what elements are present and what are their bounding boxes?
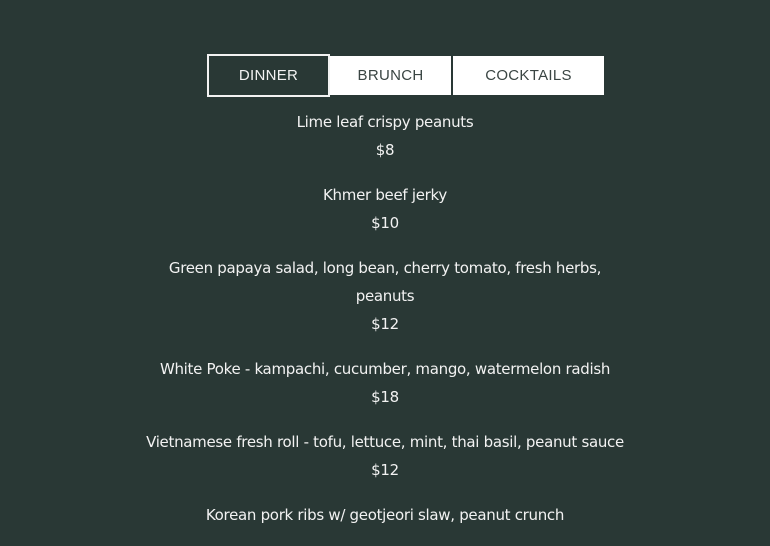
menu-item-name: Lime leaf crispy peanuts [296, 113, 474, 131]
menu-item-price: $12 [371, 315, 399, 333]
menu-item-price: $8 [375, 141, 395, 159]
menu-item-name: White Poke - kampachi, cucumber, mango, watermelon radish [159, 360, 611, 378]
menu-item [145, 355, 625, 411]
tab-brunch[interactable]: BRUNCH [330, 56, 451, 95]
menu-list [145, 108, 625, 546]
menu-item-price: $10 [371, 214, 399, 232]
menu-item [145, 428, 625, 484]
menu-item [145, 501, 625, 529]
menu-item-name: Vietnamese fresh roll - tofu, lettuce, mint, thai basil, peanut sauce [146, 433, 624, 451]
menu-item-name: Korean pork ribs w/ geotjeori slaw, peanut crunch [205, 506, 565, 524]
menu-item [145, 108, 625, 164]
menu-item-price: $18 [371, 388, 399, 406]
menu-tabs [207, 54, 604, 97]
menu-item [145, 181, 625, 237]
menu-item-price: $12 [371, 461, 399, 479]
tab-cocktails[interactable]: COCKTAILS [453, 56, 604, 95]
menu-item [145, 254, 625, 338]
menu-item-name: Khmer beef jerky [323, 186, 447, 204]
tab-dinner[interactable]: DINNER [207, 54, 330, 97]
menu-item-name: Green papaya salad, long bean, cherry tomato, fresh herbs, peanuts [168, 259, 602, 305]
